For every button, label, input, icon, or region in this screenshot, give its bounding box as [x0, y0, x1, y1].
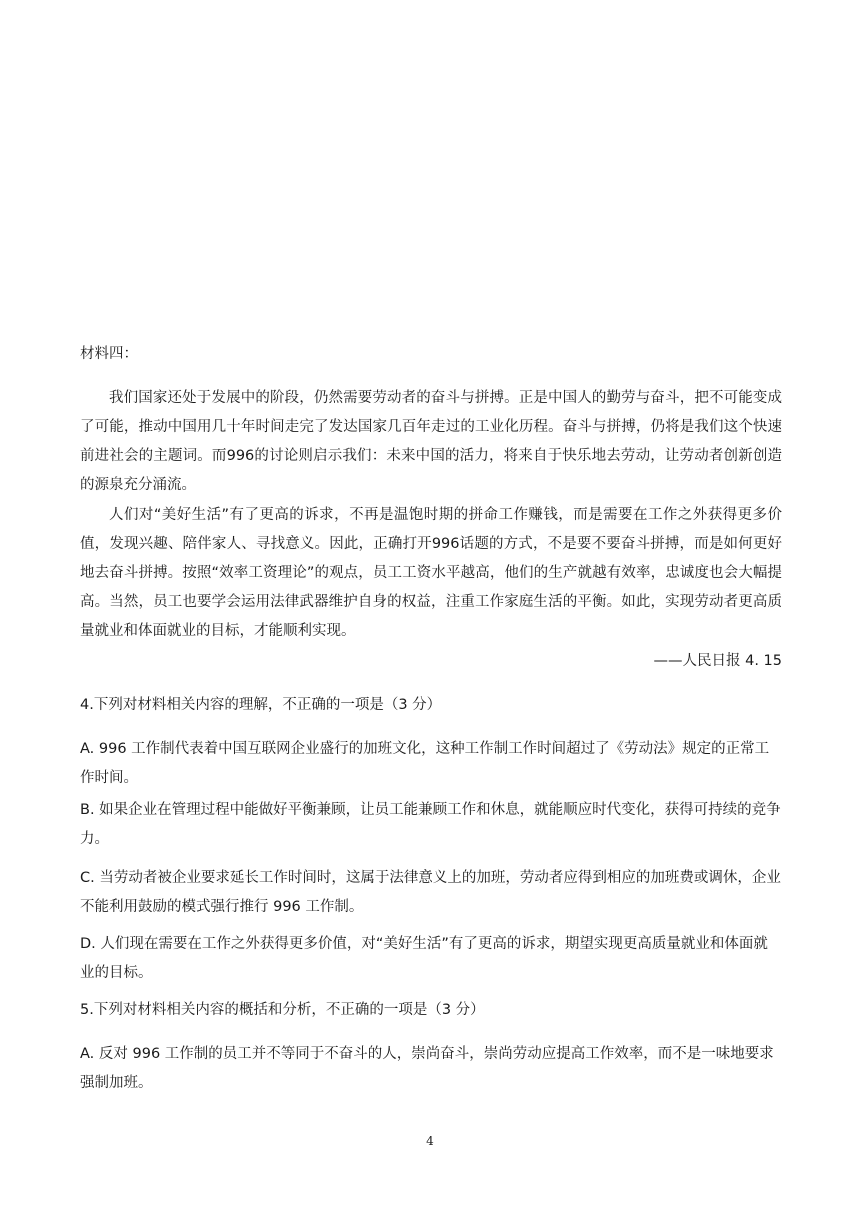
- question-4-option-a: A. 996 工作制代表着中国互联网企业盛行的加班文化，这种工作制工作时间超过了《劳动法》规定的正常工作时间。: [80, 741, 770, 786]
- question-4-option-b: B. 如果企业在管理过程中能做好平衡兼顾，让员工能兼顾工作和休息，就能顺应时代变化，获得可持续的竞争力。: [80, 802, 781, 847]
- question-5-stem: 5.下列对材料相关内容的概括和分析，不正确的一项是（3 分）: [80, 1002, 485, 1018]
- material-heading: 材料四：: [80, 346, 138, 362]
- material-source: ——人民日报 4. 15: [653, 653, 782, 669]
- material-paragraph-1: 我们国家还处于发展中的阶段，仍然需要劳动者的奋斗与拼搏。正是中国人的勤劳与奋斗，把不可能变成了可能，推动中国用几十年时间走完了发达国家几百年走过的工业化历程。奋斗与拼搏，仍将是我们这个快速前进社会的主题词。而996的讨论则启示我们：未来中国的活力，将来自于快乐地去劳动，让劳动者创新创造的源泉充分涌流。: [80, 390, 782, 493]
- material-paragraph-2: 人们对“美好生活”有了更高的诉求，不再是温饱时期的拼命工作赚钱，而是需要在工作之外获得更多价值，发现兴趣、陪伴家人、寻找意义。因此，正确打开996话题的方式，不是要不要奋斗拼搏，而是如何更好地去奋斗拼搏。按照“效率工资理论”的观点，员工工资水平越高，他们的生产就越有效率，忠诚度也会大幅提高。当然，员工也要学会运用法律武器维护自身的权益，注重工作家庭生活的平衡。如此，实现劳动者更高质量就业和体面就业的目标，才能顺利实现。: [80, 507, 782, 639]
- question-4-stem: 4.下列对材料相关内容的理解，不正确的一项是（3 分）: [80, 697, 442, 713]
- question-4-option-d: D. 人们现在需要在工作之外获得更多价值，对“美好生活”有了更高的诉求，期望实现更高质量就业和体面就业的目标。: [80, 936, 768, 981]
- page-number: 4: [426, 1134, 434, 1148]
- question-5-option-a: A. 反对 996 工作制的员工并不等同于不奋斗的人，崇尚奋斗，崇尚劳动应提高工作效率，而不是一味地要求强制加班。: [80, 1046, 774, 1091]
- question-4-option-c: C. 当劳动者被企业要求延长工作时间时，这属于法律意义上的加班，劳动者应得到相应的加班费或调休，企业不能利用鼓励的模式强行推行 996 工作制。: [80, 870, 781, 915]
